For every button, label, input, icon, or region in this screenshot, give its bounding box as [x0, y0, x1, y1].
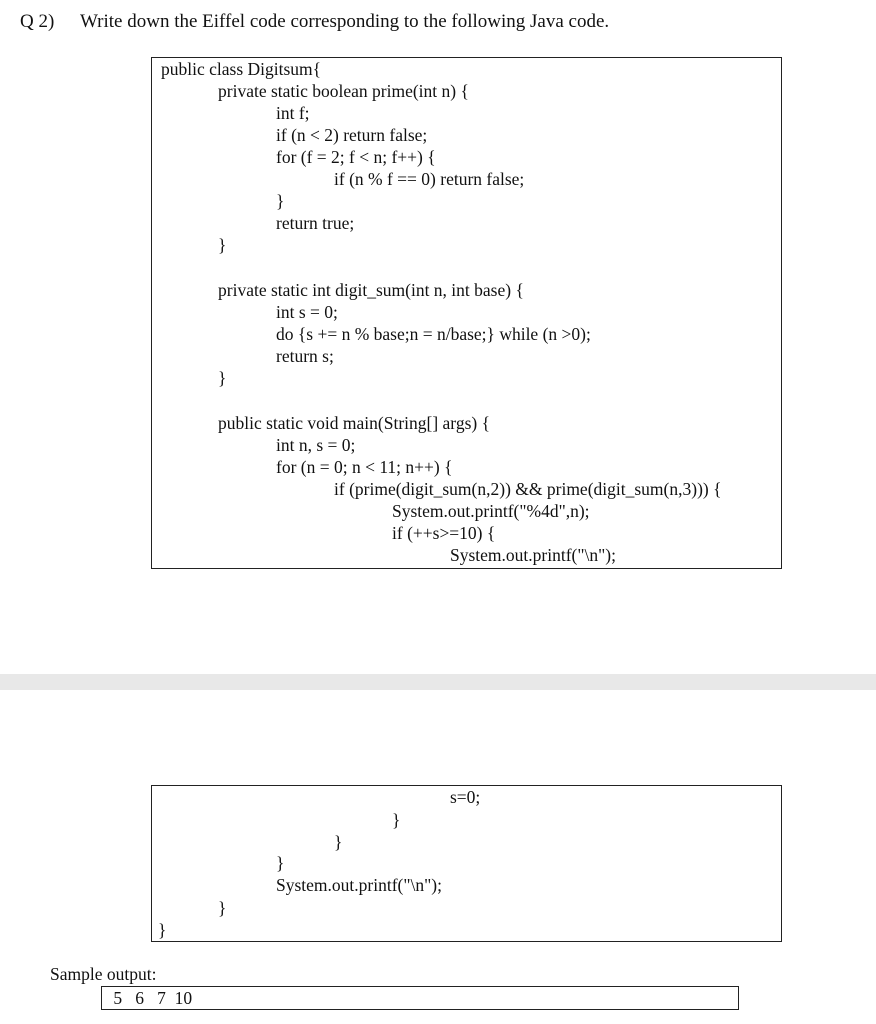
- code-line: return s;: [276, 346, 334, 366]
- code-line: }: [218, 898, 227, 918]
- code-line: }: [334, 832, 343, 852]
- code-line: if (n < 2) return false;: [276, 125, 428, 145]
- code-line: }: [158, 920, 167, 940]
- code-line: }: [392, 810, 401, 830]
- code-line: public class Digitsum{: [161, 59, 322, 79]
- code-line: int f;: [276, 103, 310, 123]
- code-line: System.out.printf("\n");: [450, 545, 616, 565]
- code-line: if (++s>=10) {: [392, 523, 496, 543]
- sample-output-box: [101, 986, 739, 1010]
- code-line: do {s += n % base;n = n/base;} while (n >0);: [276, 324, 591, 344]
- code-line: }: [276, 853, 285, 873]
- code-box-bottom: [151, 785, 782, 942]
- code-line: for (f = 2; f < n; f++) {: [276, 147, 436, 167]
- code-line: public static void main(String[] args) {: [218, 413, 490, 433]
- code-line: }: [218, 368, 227, 388]
- sample-output-label: Sample output:: [50, 964, 157, 984]
- code-line: s=0;: [450, 787, 481, 807]
- code-line: int n, s = 0;: [276, 435, 356, 455]
- code-line: private static int digit_sum(int n, int base) {: [218, 280, 524, 300]
- code-line: int s = 0;: [276, 302, 338, 322]
- question-text: Write down the Eiffel code corresponding to the following Java code.: [80, 11, 610, 32]
- code-line: }: [218, 235, 227, 255]
- code-line: for (n = 0; n < 11; n++) {: [276, 457, 453, 477]
- code-line: return true;: [276, 213, 355, 233]
- question-number: Q 2): [20, 11, 55, 32]
- code-line: }: [276, 191, 285, 211]
- code-line: System.out.printf("\n");: [276, 875, 442, 895]
- code-line: System.out.printf("%4d",n);: [392, 501, 590, 521]
- page-divider: [0, 674, 876, 690]
- code-line: private static boolean prime(int n) {: [218, 81, 469, 101]
- code-line: if (n % f == 0) return false;: [334, 169, 525, 189]
- code-line: if (prime(digit_sum(n,2)) && prime(digit_sum(n,3))) {: [334, 479, 722, 499]
- sample-output-value: 5 6 7 10: [109, 988, 193, 1008]
